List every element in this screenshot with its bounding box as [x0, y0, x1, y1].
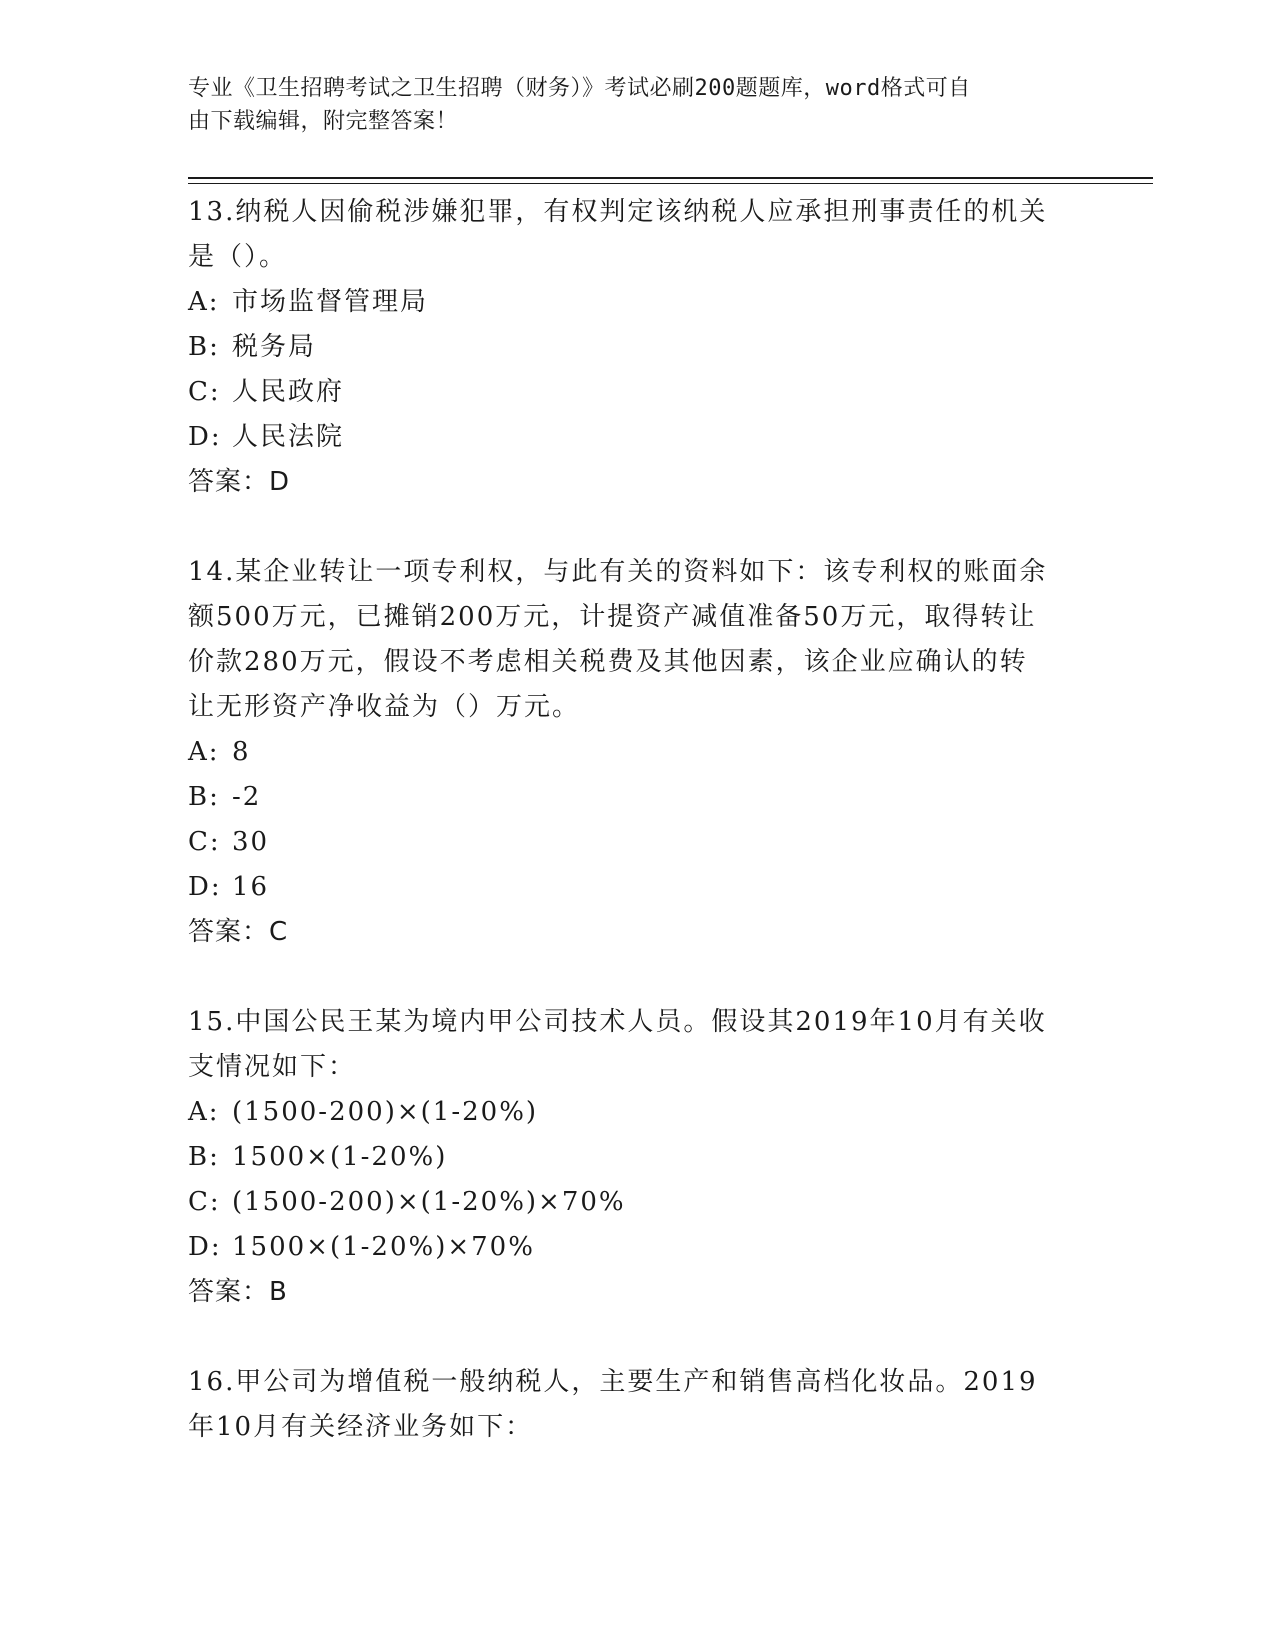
option-d — [188, 865, 1088, 910]
option-key: D: — [188, 872, 222, 902]
option-text: -2 — [232, 782, 262, 812]
header-divider-thick — [188, 177, 1153, 179]
question-text-line: 15.中国公民王某为境内甲公司技术人员。假设其2019年10月有关收 — [188, 1007, 1047, 1037]
question-list — [188, 190, 1088, 1450]
question-text-line: 13.纳税人因偷税涉嫌犯罪，有权判定该纳税人应承担刑事责任的机关 — [188, 197, 1048, 227]
document-header — [188, 72, 1068, 138]
option-key: B: — [188, 1142, 220, 1172]
option-c — [188, 820, 1088, 865]
option-text: 30 — [232, 827, 270, 857]
option-key: B: — [188, 332, 220, 362]
question-number: 13. — [188, 197, 236, 227]
question-13 — [188, 190, 1088, 505]
option-text: 8 — [232, 737, 251, 767]
option-b — [188, 1135, 1088, 1180]
option-a — [188, 280, 1088, 325]
question-15 — [188, 1000, 1088, 1315]
option-d — [188, 415, 1088, 460]
option-text: 市场监督管理局 — [232, 287, 429, 317]
question-text-line: 是（）。 — [188, 242, 288, 272]
question-16 — [188, 1360, 1088, 1450]
question-text-line: 14.某企业转让一项专利权，与此有关的资料如下：该专利权的账面余 — [188, 557, 1048, 587]
question-number: 15. — [188, 1007, 236, 1037]
option-b — [188, 325, 1088, 370]
answer-line: 答案：B — [188, 1277, 288, 1307]
question-text-line: 额500万元，已摊销200万元，计提资产减值准备50万元，取得转让 — [188, 602, 1037, 632]
spacer — [188, 955, 1088, 1000]
option-a — [188, 1090, 1088, 1135]
answer-line: 答案：C — [188, 917, 289, 947]
question-text-line: 让无形资产净收益为（）万元。 — [188, 692, 581, 722]
spacer — [188, 1315, 1088, 1360]
spacer — [188, 505, 1088, 550]
option-text: 1500×(1-20%) — [232, 1142, 448, 1172]
option-c — [188, 370, 1088, 415]
option-key: C: — [188, 377, 221, 407]
header-divider-thin — [188, 183, 1153, 184]
option-text: 16 — [232, 872, 270, 902]
option-key: A: — [188, 1097, 220, 1127]
option-b — [188, 775, 1088, 820]
question-number: 16. — [188, 1367, 236, 1397]
option-key: A: — [188, 737, 220, 767]
option-key: C: — [188, 1187, 221, 1217]
option-c — [188, 1180, 1088, 1225]
option-key: B: — [188, 782, 220, 812]
question-text-line: 年10月有关经济业务如下： — [188, 1412, 534, 1442]
question-14 — [188, 550, 1088, 955]
header-line-2: 由下载编辑，附完整答案！ — [188, 109, 459, 134]
question-number: 14. — [188, 557, 236, 587]
option-d — [188, 1225, 1088, 1270]
option-text: (1500-200)×(1-20%) — [232, 1097, 539, 1127]
option-text: 人民政府 — [232, 377, 345, 407]
option-text: 人民法院 — [232, 422, 345, 452]
option-text: 税务局 — [232, 332, 317, 362]
option-key: D: — [188, 422, 222, 452]
option-key: C: — [188, 827, 221, 857]
question-text-line: 支情况如下： — [188, 1052, 357, 1082]
option-a — [188, 730, 1088, 775]
option-text: 1500×(1-20%)×70% — [232, 1232, 535, 1262]
answer-line: 答案：D — [188, 467, 291, 497]
option-text: (1500-200)×(1-20%)×70% — [232, 1187, 626, 1217]
option-key: A: — [188, 287, 220, 317]
question-text-line: 16.甲公司为增值税一般纳税人，主要生产和销售高档化妆品。2019 — [188, 1367, 1038, 1397]
option-key: D: — [188, 1232, 222, 1262]
question-text-line: 价款280万元，假设不考虑相关税费及其他因素，该企业应确认的转 — [188, 647, 1028, 677]
header-line-1: 专业《卫生招聘考试之卫生招聘（财务）》考试必刷200题题库，word格式可自 — [188, 76, 971, 101]
